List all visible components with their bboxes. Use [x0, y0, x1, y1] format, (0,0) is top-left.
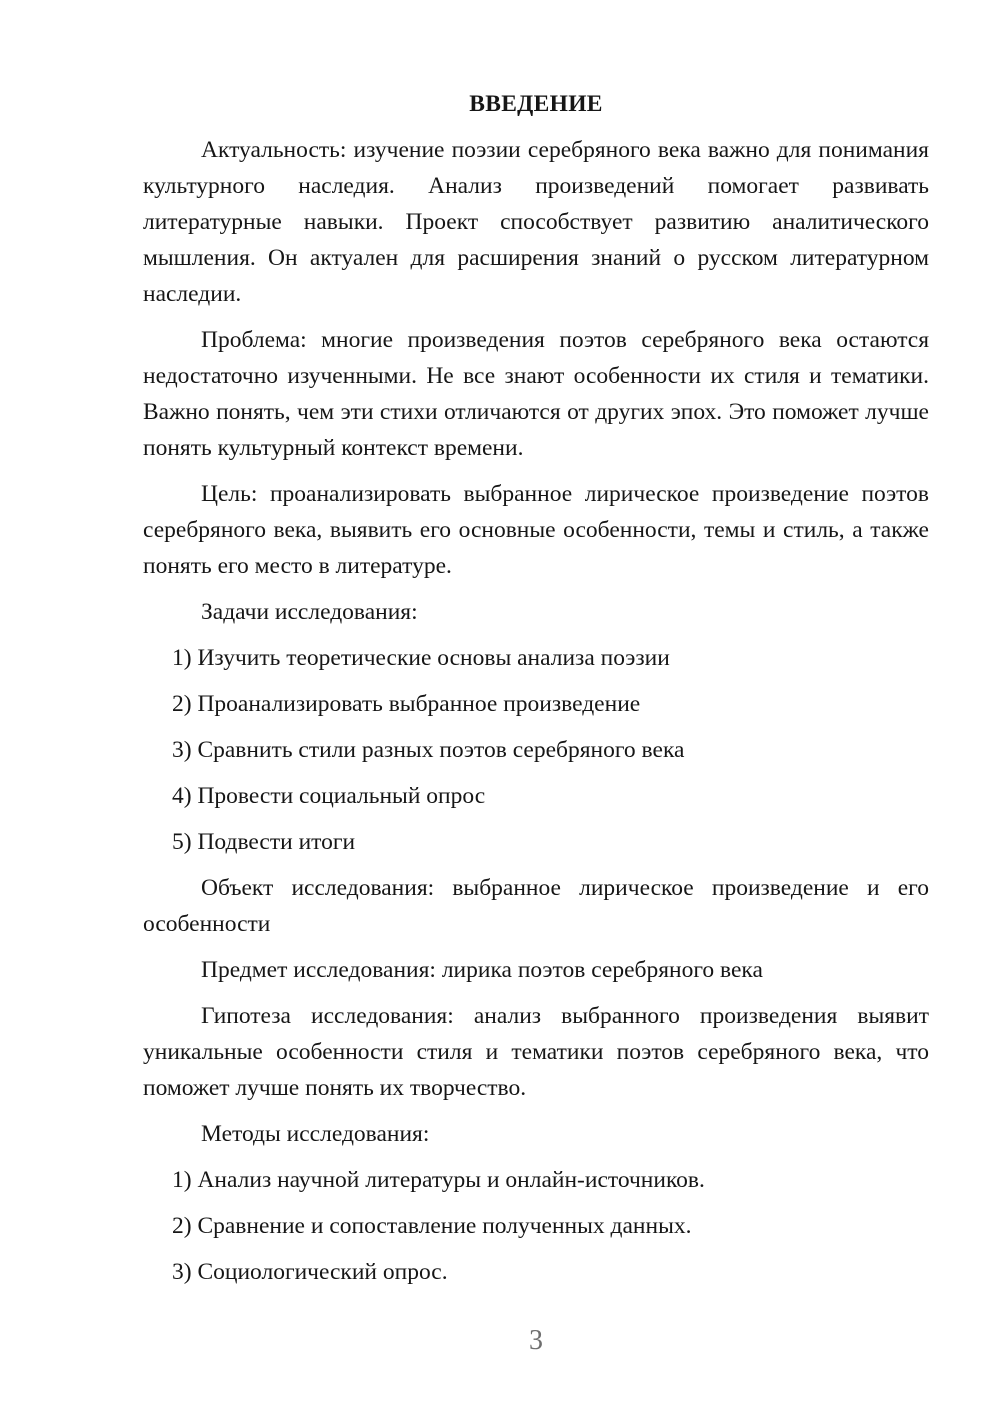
task-item-3: 3) Сравнить стили разных поэтов серебряного века [172, 737, 685, 763]
task-item-1: 1) Изучить теоретические основы анализа поэзии [172, 645, 670, 671]
method-item-3: 3) Социологический опрос. [172, 1259, 448, 1285]
page-number: 3 [529, 1325, 543, 1356]
method-item-1: 1) Анализ научной литературы и онлайн-источников. [172, 1167, 705, 1193]
page-content [143, 86, 929, 1300]
paragraph-goal: Цель: проанализировать выбранное лирическое произведение поэтов серебряного века, выявить его основные особенности, темы и стиль, а также понять его место в литературе. [143, 481, 929, 579]
paragraph-problem: Проблема: многие произведения поэтов серебряного века остаются недостаточно изученными. Не все знают особенности их стиля и тематики. Важно понять, чем эти стихи отличаются от других эпох. Это поможет лучше понять культурный контекст времени. [143, 327, 929, 461]
task-item-4: 4) Провести социальный опрос [172, 783, 486, 809]
paragraph-hypothesis: Гипотеза исследования: анализ выбранного произведения выявит уникальные особенности стиля и тематики поэтов серебряного века, что поможет лучше понять их творчество. [143, 1003, 929, 1101]
page-title: ВВЕДЕНИЕ [469, 91, 603, 117]
task-item-2: 2) Проанализировать выбранное произведение [172, 691, 641, 717]
tasks-heading: Задачи исследования: [201, 599, 418, 625]
methods-heading: Методы исследования: [201, 1121, 430, 1147]
paragraph-relevance: Актуальность: изучение поэзии серебряного века важно для понимания культурного наследия. Анализ произведений помогает развивать литературные навыки. Проект способствует развитию аналитического мышления. Он актуален для расширения знаний о русском литературном наследии. [143, 137, 929, 307]
paragraph-object: Объект исследования: выбранное лирическое произведение и его особенности [143, 875, 929, 937]
task-item-5: 5) Подвести итоги [172, 829, 356, 855]
method-item-2: 2) Сравнение и сопоставление полученных данных. [172, 1213, 692, 1239]
paragraph-subject: Предмет исследования: лирика поэтов серебряного века [201, 957, 763, 983]
